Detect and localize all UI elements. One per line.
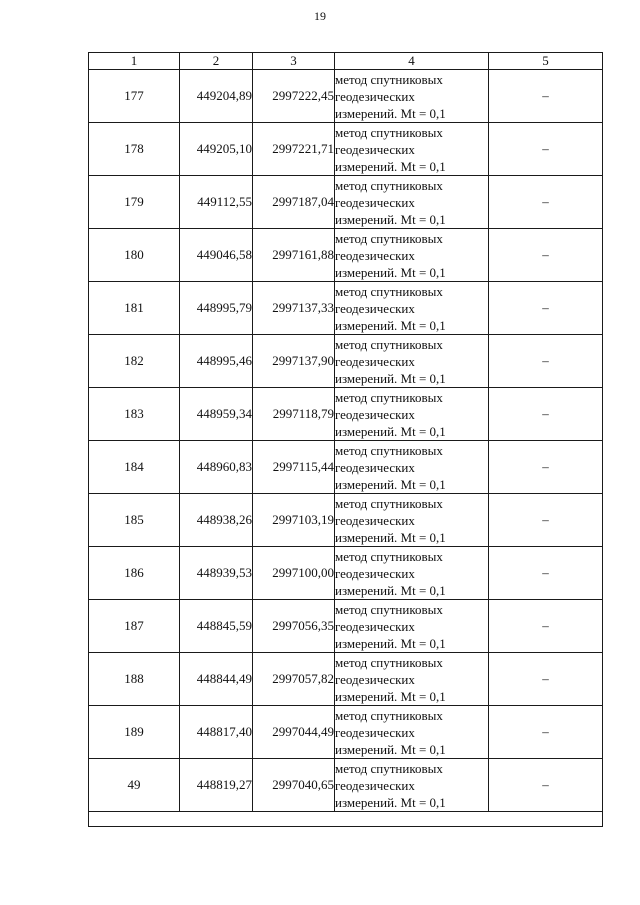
- table-row: [89, 547, 603, 600]
- method-cell: [335, 229, 489, 282]
- column-header-1: 1: [89, 53, 180, 70]
- method-text-line: метод спутниковых: [335, 389, 443, 405]
- x-coordinate-cell: 448817,40: [180, 706, 253, 759]
- method-cell: [335, 706, 489, 759]
- y-coordinate-cell: 2997222,45: [253, 70, 335, 123]
- method-text-line: измерений. Mt = 0,1: [335, 264, 446, 280]
- method-text-line: измерений. Mt = 0,1: [335, 423, 446, 439]
- y-coordinate-cell: 2997040,65: [253, 759, 335, 812]
- note-cell: –: [489, 494, 603, 547]
- table-row: [89, 229, 603, 282]
- table-row: [89, 176, 603, 229]
- note-cell: –: [489, 282, 603, 335]
- method-cell: [335, 282, 489, 335]
- point-number-cell: 186: [89, 547, 180, 600]
- table-row: [89, 759, 603, 812]
- table-row: [89, 494, 603, 547]
- point-number-cell: 180: [89, 229, 180, 282]
- method-text-line: измерений. Mt = 0,1: [335, 529, 446, 545]
- method-text-line: геодезических: [335, 512, 415, 528]
- method-cell: [335, 70, 489, 123]
- method-text-line: метод спутниковых: [335, 707, 443, 723]
- point-number-cell: 181: [89, 282, 180, 335]
- point-number-cell: 182: [89, 335, 180, 388]
- method-text-line: измерений. Mt = 0,1: [335, 105, 446, 121]
- method-text-line: метод спутниковых: [335, 442, 443, 458]
- point-number-cell: 179: [89, 176, 180, 229]
- y-coordinate-cell: 2997044,49: [253, 706, 335, 759]
- column-header-5: 5: [489, 53, 603, 70]
- table-row: [89, 653, 603, 706]
- method-text-line: геодезических: [335, 459, 415, 475]
- y-coordinate-cell: 2997137,90: [253, 335, 335, 388]
- page-number: 19: [314, 9, 326, 23]
- method-cell: [335, 653, 489, 706]
- x-coordinate-cell: 449204,89: [180, 70, 253, 123]
- method-text-line: метод спутниковых: [335, 230, 443, 246]
- method-text-line: геодезических: [335, 247, 415, 263]
- note-cell: –: [489, 441, 603, 494]
- note-cell: –: [489, 123, 603, 176]
- point-number-cell: 187: [89, 600, 180, 653]
- method-text-line: геодезических: [335, 724, 415, 740]
- point-number-cell: 183: [89, 388, 180, 441]
- method-text-line: метод спутниковых: [335, 124, 443, 140]
- y-coordinate-cell: 2997118,79: [253, 388, 335, 441]
- method-text-line: геодезических: [335, 194, 415, 210]
- note-cell: –: [489, 388, 603, 441]
- method-text-line: геодезических: [335, 141, 415, 157]
- x-coordinate-cell: 449205,10: [180, 123, 253, 176]
- method-cell: [335, 441, 489, 494]
- empty-table-cell: [89, 812, 603, 827]
- y-coordinate-cell: 2997161,88: [253, 229, 335, 282]
- method-text-line: геодезических: [335, 88, 415, 104]
- method-text-line: метод спутниковых: [335, 71, 443, 87]
- y-coordinate-cell: 2997221,71: [253, 123, 335, 176]
- point-number-cell: 189: [89, 706, 180, 759]
- table-row: [89, 335, 603, 388]
- y-coordinate-cell: 2997057,82: [253, 653, 335, 706]
- method-text-line: геодезических: [335, 777, 415, 793]
- x-coordinate-cell: 448959,34: [180, 388, 253, 441]
- coordinates-table: [88, 52, 603, 827]
- point-number-cell: 185: [89, 494, 180, 547]
- point-number-cell: 49: [89, 759, 180, 812]
- method-text-line: измерений. Mt = 0,1: [335, 582, 446, 598]
- method-text-line: метод спутниковых: [335, 177, 443, 193]
- y-coordinate-cell: 2997187,04: [253, 176, 335, 229]
- method-cell: [335, 759, 489, 812]
- method-text-line: геодезических: [335, 565, 415, 581]
- y-coordinate-cell: 2997056,35: [253, 600, 335, 653]
- column-header-2: 2: [180, 53, 253, 70]
- method-cell: [335, 123, 489, 176]
- method-text-line: геодезических: [335, 300, 415, 316]
- method-cell: [335, 176, 489, 229]
- method-text-line: метод спутниковых: [335, 760, 443, 776]
- point-number-cell: 177: [89, 70, 180, 123]
- method-text-line: метод спутниковых: [335, 548, 443, 564]
- table-row: [89, 706, 603, 759]
- method-text-line: измерений. Mt = 0,1: [335, 370, 446, 386]
- table-row: [89, 123, 603, 176]
- x-coordinate-cell: 448960,83: [180, 441, 253, 494]
- x-coordinate-cell: 448939,53: [180, 547, 253, 600]
- x-coordinate-cell: 448845,59: [180, 600, 253, 653]
- method-text-line: измерений. Mt = 0,1: [335, 741, 446, 757]
- x-coordinate-cell: 448995,79: [180, 282, 253, 335]
- table-header-row: [89, 53, 603, 70]
- table-row: [89, 441, 603, 494]
- table-body: [89, 70, 603, 827]
- x-coordinate-cell: 448995,46: [180, 335, 253, 388]
- point-number-cell: 184: [89, 441, 180, 494]
- method-cell: [335, 600, 489, 653]
- y-coordinate-cell: 2997103,19: [253, 494, 335, 547]
- note-cell: –: [489, 706, 603, 759]
- y-coordinate-cell: 2997137,33: [253, 282, 335, 335]
- table-row: [89, 600, 603, 653]
- x-coordinate-cell: 448938,26: [180, 494, 253, 547]
- x-coordinate-cell: 449046,58: [180, 229, 253, 282]
- y-coordinate-cell: 2997115,44: [253, 441, 335, 494]
- note-cell: –: [489, 335, 603, 388]
- method-text-line: метод спутниковых: [335, 654, 443, 670]
- point-number-cell: 178: [89, 123, 180, 176]
- note-cell: –: [489, 229, 603, 282]
- point-number-cell: 188: [89, 653, 180, 706]
- x-coordinate-cell: 449112,55: [180, 176, 253, 229]
- x-coordinate-cell: 448844,49: [180, 653, 253, 706]
- x-coordinate-cell: 448819,27: [180, 759, 253, 812]
- method-text-line: геодезических: [335, 618, 415, 634]
- method-text-line: измерений. Mt = 0,1: [335, 476, 446, 492]
- method-cell: [335, 494, 489, 547]
- method-text-line: метод спутниковых: [335, 336, 443, 352]
- column-header-3: 3: [253, 53, 335, 70]
- method-text-line: геодезических: [335, 671, 415, 687]
- method-text-line: измерений. Mt = 0,1: [335, 635, 446, 651]
- method-text-line: измерений. Mt = 0,1: [335, 317, 446, 333]
- column-header-4: 4: [335, 53, 489, 70]
- method-cell: [335, 547, 489, 600]
- note-cell: –: [489, 70, 603, 123]
- y-coordinate-cell: 2997100,00: [253, 547, 335, 600]
- method-text-line: метод спутниковых: [335, 283, 443, 299]
- note-cell: –: [489, 759, 603, 812]
- note-cell: –: [489, 176, 603, 229]
- method-text-line: геодезических: [335, 353, 415, 369]
- method-text-line: измерений. Mt = 0,1: [335, 211, 446, 227]
- table-row: [89, 388, 603, 441]
- method-cell: [335, 388, 489, 441]
- method-text-line: геодезических: [335, 406, 415, 422]
- note-cell: –: [489, 547, 603, 600]
- empty-table-row: [89, 812, 603, 827]
- method-text-line: измерений. Mt = 0,1: [335, 158, 446, 174]
- method-text-line: измерений. Mt = 0,1: [335, 688, 446, 704]
- method-text-line: метод спутниковых: [335, 601, 443, 617]
- note-cell: –: [489, 653, 603, 706]
- note-cell: –: [489, 600, 603, 653]
- method-text-line: измерений. Mt = 0,1: [335, 794, 446, 810]
- method-text-line: метод спутниковых: [335, 495, 443, 511]
- method-cell: [335, 335, 489, 388]
- table-row: [89, 70, 603, 123]
- table-row: [89, 282, 603, 335]
